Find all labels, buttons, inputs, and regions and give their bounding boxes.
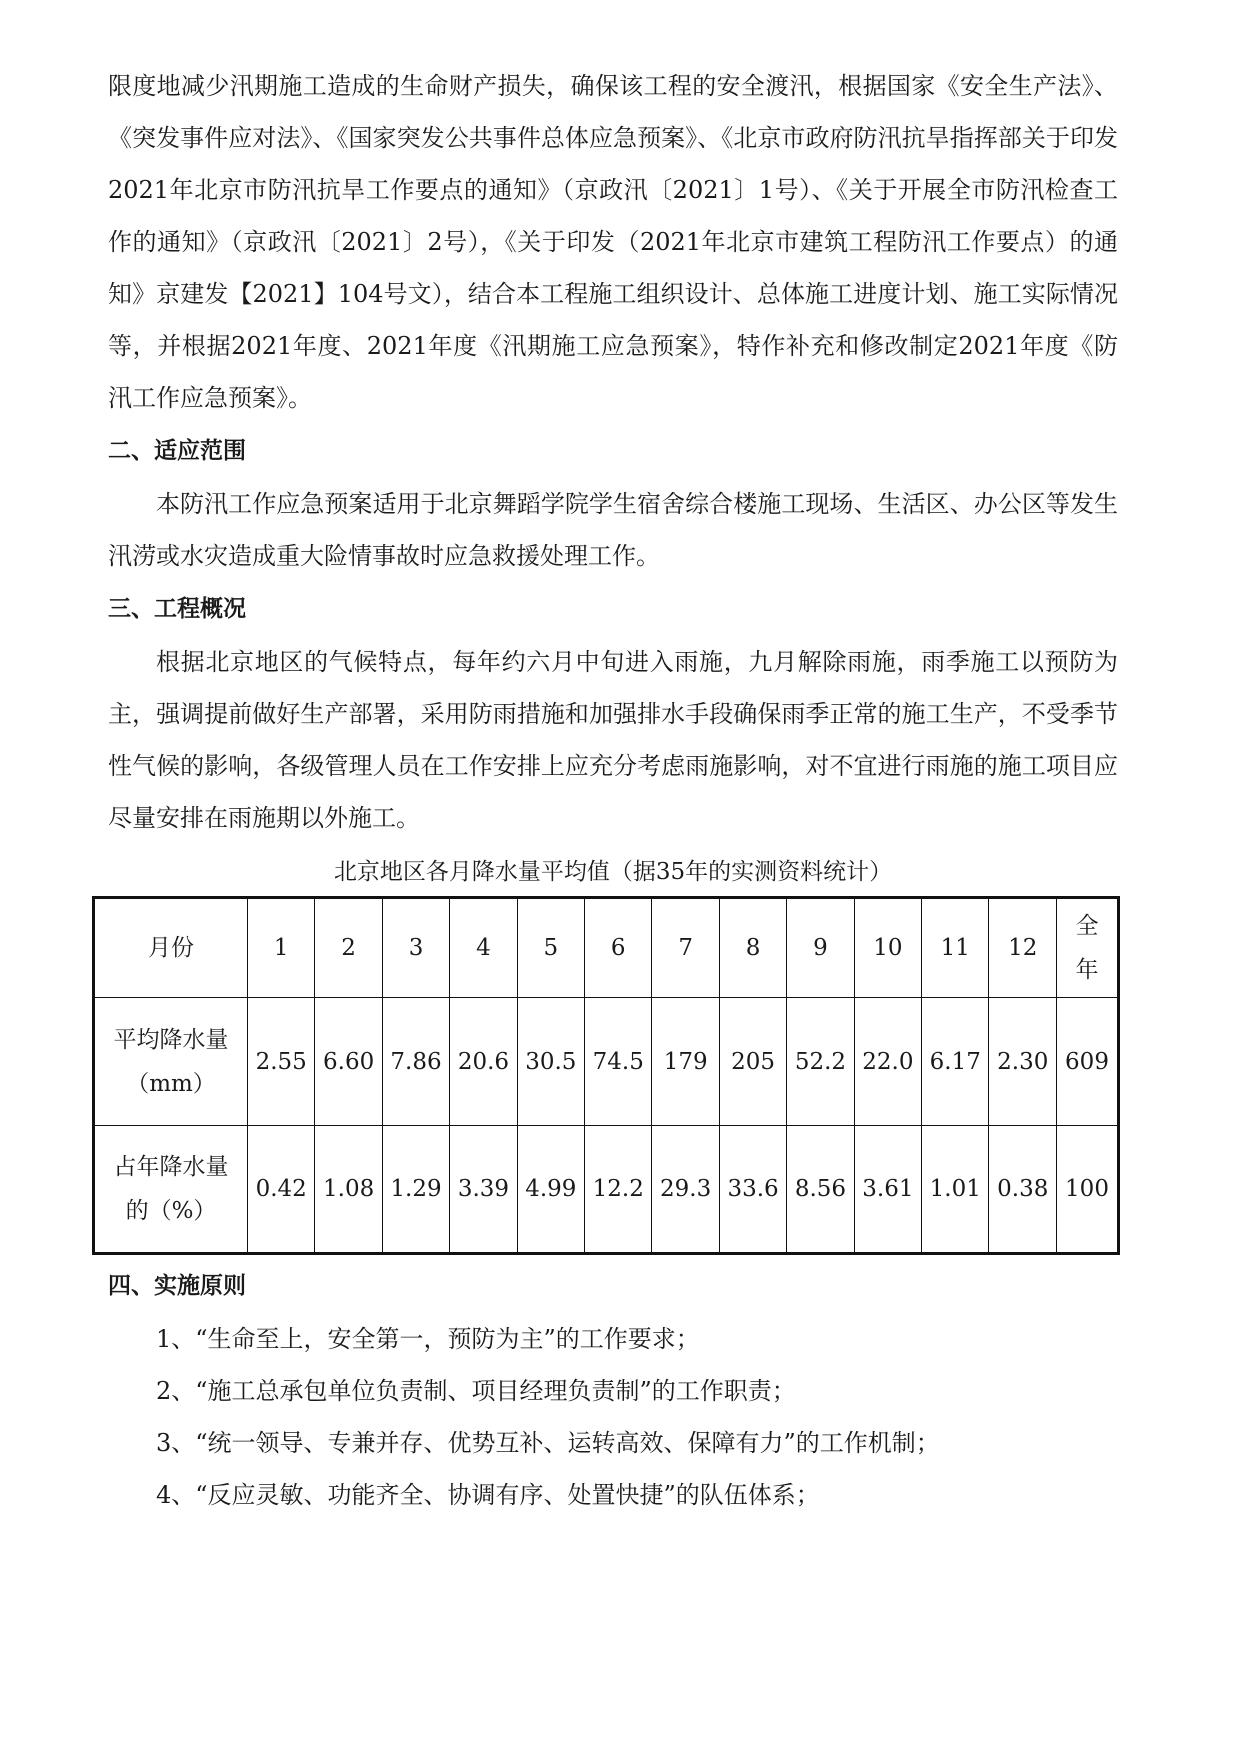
- month-header-cell: 4: [450, 898, 517, 998]
- average-value-cell: 52.2: [787, 998, 854, 1126]
- table-caption: 北京地区各月降水量平均值（据35年的实测资料统计）: [333, 859, 893, 885]
- month-header-cell: 7: [652, 898, 719, 998]
- annual-header-cell: [1057, 898, 1119, 998]
- month-header-cell: 10: [854, 898, 921, 998]
- list-item: 3、“统一领导、专兼并存、优势互补、运转高效、保障有力”的工作机制；: [156, 1429, 940, 1457]
- list-item: 2、“施工总承包单位负责制、项目经理负责制”的工作职责；: [156, 1377, 796, 1405]
- average-value-cell: 74.5: [585, 998, 652, 1126]
- percentage-value-cell: 1.29: [382, 1126, 449, 1254]
- list-item: 1、“生命至上，安全第一，预防为主”的工作要求；: [156, 1325, 700, 1353]
- annual-header-line1: 全: [1075, 913, 1099, 939]
- percentage-value-cell: 0.38: [989, 1126, 1057, 1254]
- percentage-value-cell: 12.2: [585, 1126, 652, 1254]
- percentage-value-cell: 4.99: [517, 1126, 584, 1254]
- overview-paragraph: 根据北京地区的气候特点，每年约六月中旬进入雨施，九月解除雨施，雨季施工以预防为主，强调提前做好生产部署，采用防雨措施和加强排水手段确保雨季正常的施工生产，不受季节性气候的影响，各级管理人员在工作安排上应充分考虑雨施影响，对不宜进行雨施的施工项目应尽量安排在雨施期以外施工。: [108, 648, 1118, 832]
- average-total-cell: 609: [1057, 998, 1119, 1126]
- average-value-cell: 2.30: [989, 998, 1057, 1126]
- average-label-line2: （mm）: [126, 1070, 216, 1097]
- average-value-cell: 20.6: [450, 998, 517, 1126]
- month-header-cell: 3: [382, 898, 449, 998]
- section-heading-principles: 四、实施原则: [108, 1273, 246, 1299]
- percentage-value-cell: 1.08: [315, 1126, 382, 1254]
- average-value-cell: 6.60: [315, 998, 382, 1126]
- percentage-label-line2: 的（%）: [125, 1198, 217, 1224]
- percentage-value-cell: 8.56: [787, 1126, 854, 1254]
- table-header-row: [94, 898, 1119, 998]
- section-heading-scope: 二、适应范围: [108, 438, 246, 464]
- table-row-average: [94, 998, 1119, 1126]
- percentage-total-cell: 100: [1057, 1126, 1119, 1254]
- annual-header-line2: 年: [1075, 957, 1099, 983]
- percentage-value-cell: 3.61: [854, 1126, 921, 1254]
- principles-list: [108, 1313, 1118, 1521]
- month-header-cell: 2: [315, 898, 382, 998]
- precipitation-table: [92, 896, 1120, 1255]
- month-header-label: 月份: [94, 898, 248, 998]
- intro-paragraph: 限度地减少汛期施工造成的生命财产损失，确保该工程的安全渡汛，根据国家《安全生产法》、《突发事件应对法》、《国家突发公共事件总体应急预案》、《北京市政府防汛抗旱指挥部关于印发2021年北京市防汛抗旱工作要点的通知》（京政汛〔2021〕1号）、《关于开展全市防汛检查工作的通知》（京政汛〔2021〕2号），《关于印发（2021年北京市建筑工程防汛工作要点）的通知》京建发【2021】104号文），结合本工程施工组织设计、总体施工进度计划、施工实际情况等，并根据2021年度、2021年度《汛期施工应急预案》，特作补充和修改制定2021年度《防汛工作应急预案》。: [108, 72, 1118, 412]
- document-page: [108, 60, 1118, 1521]
- average-row-label: [94, 998, 248, 1126]
- month-header-cell: 1: [248, 898, 315, 998]
- table-row-percentage: [94, 1126, 1119, 1254]
- percentage-value-cell: 1.01: [922, 1126, 989, 1254]
- percentage-row-label: [94, 1126, 248, 1254]
- average-value-cell: 30.5: [517, 998, 584, 1126]
- month-header-cell: 9: [787, 898, 854, 998]
- month-header-cell: 12: [989, 898, 1057, 998]
- average-value-cell: 179: [652, 998, 719, 1126]
- average-value-cell: 7.86: [382, 998, 449, 1126]
- scope-paragraph: 本防汛工作应急预案适用于北京舞蹈学院学生宿舍综合楼施工现场、生活区、办公区等发生汛涝或水灾造成重大险情事故时应急救援处理工作。: [108, 490, 1118, 570]
- month-header-cell: 11: [922, 898, 989, 998]
- percentage-value-cell: 33.6: [719, 1126, 786, 1254]
- percentage-value-cell: 3.39: [450, 1126, 517, 1254]
- average-value-cell: 2.55: [248, 998, 315, 1126]
- month-header-cell: 6: [585, 898, 652, 998]
- percentage-label-line1: 占年降水量: [113, 1154, 229, 1180]
- month-header-cell: 8: [719, 898, 786, 998]
- percentage-value-cell: 0.42: [248, 1126, 315, 1254]
- average-value-cell: 22.0: [854, 998, 921, 1126]
- average-label-line1: 平均降水量: [113, 1026, 229, 1053]
- month-header-cell: 5: [517, 898, 584, 998]
- percentage-value-cell: 29.3: [652, 1126, 719, 1254]
- section-heading-overview: 三、工程概况: [108, 596, 246, 622]
- average-value-cell: 205: [719, 998, 786, 1126]
- average-value-cell: 6.17: [922, 998, 989, 1126]
- list-item: 4、“反应灵敏、功能齐全、协调有序、处置快捷”的队伍体系；: [156, 1481, 820, 1509]
